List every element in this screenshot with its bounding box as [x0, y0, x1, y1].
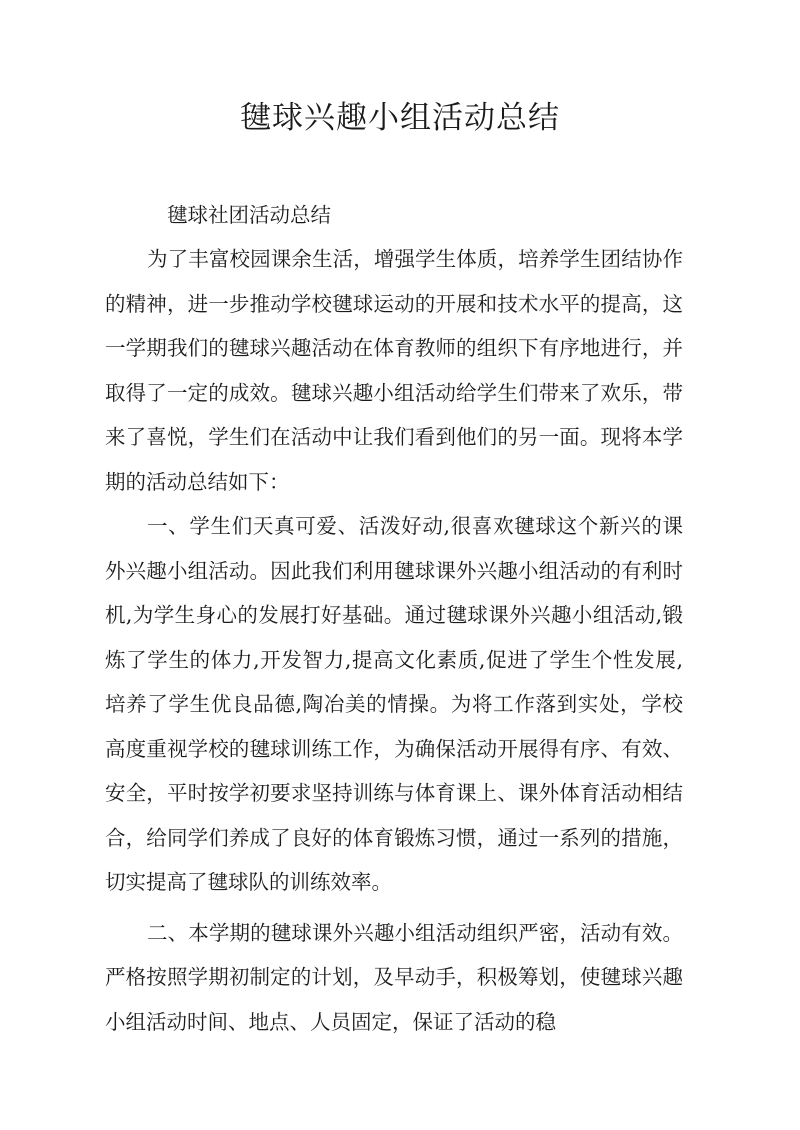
- document-body: [105, 193, 683, 1044]
- section-subheading: 毽球社团活动总结: [167, 203, 331, 227]
- document-title: 毽球兴趣小组活动总结: [240, 100, 560, 136]
- paragraph-point-two: 二、本学期的毽球课外兴趣小组活动组织严密，活动有效。严格按照学期初制定的计划，及早动手，积极筹划，使毽球兴趣小组活动时间、地点、人员固定，保证了活动的稳: [105, 920, 683, 1034]
- paragraph-point-one: 一、学生们天真可爱、活泼好动,很喜欢毽球这个新兴的课外兴趣小组活动。因此我们利用毽球课外兴趣小组活动的有利时机,为学生身心的发展打好基础。通过毽球课外兴趣小组活动,锻炼了学生的体力,开发智力,提高文化素质,促进了学生个性发展,培养了学生优良品德,陶冶美的情操。为将工作落到实处，学校高度重视学校的毽球训练工作，为确保活动开展得有序、有效、安全，平时按学初要求坚持训练与体育课上、课外体育活动相结合，给同学们养成了良好的体育锻炼习惯，通过一系列的措施，切实提高了毽球队的训练效率。: [105, 514, 683, 894]
- paragraph-intro: 为了丰富校园课余生活，增强学生体质，培养学生团结协作的精神，进一步推动学校毽球运动的开展和技术水平的提高，这一学期我们的毽球兴趣活动在体育教师的组织下有序地进行，并取得了一定的成效。毽球兴趣小组活动给学生们带来了欢乐，带来了喜悦，学生们在活动中让我们看到他们的另一面。现将本学期的活动总结如下：: [105, 247, 683, 494]
